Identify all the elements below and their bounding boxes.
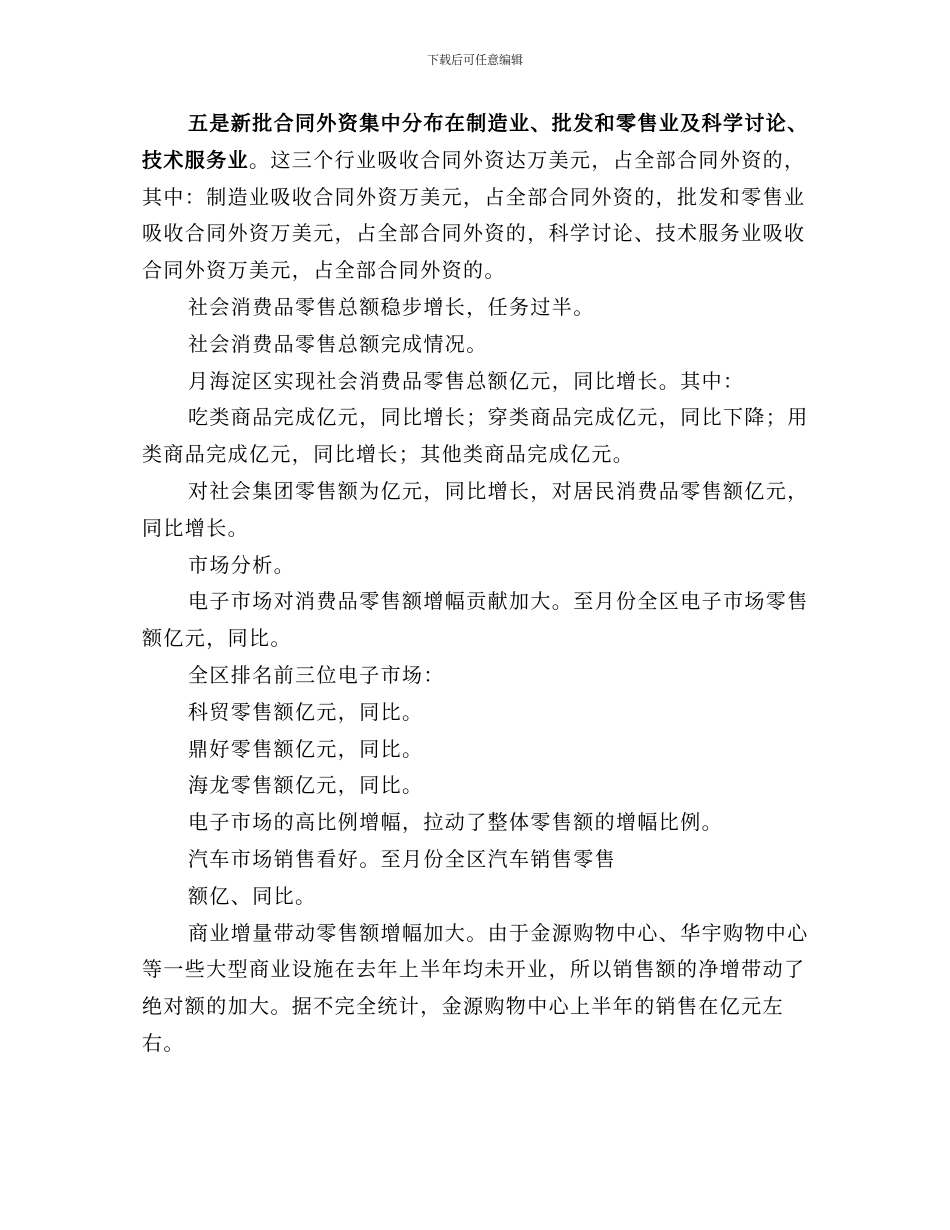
paragraph-electronics-market: 电子市场对消费品零售额增幅贡献加大。至月份全区电子市场零售额亿元，同比。: [142, 589, 809, 651]
paragraph-kemao: 科贸零售额亿元，同比。: [188, 699, 424, 724]
paragraph-bold-lead: 五是新批合同外资集中分布在制造业、批发和零售业及科学讨论、技术服务业: [142, 111, 809, 172]
paragraph-categories: 吃类商品完成亿元，同比增长；穿类商品完成亿元，同比下降；用类商品完成亿元，同比增长；其他类商品完成亿元。: [142, 405, 809, 467]
paragraph-auto-market: 汽车市场销售看好。至月份全区汽车销售零售: [188, 846, 616, 871]
paragraph-dinghao: 鼎好零售额亿元，同比。: [188, 736, 424, 761]
paragraph-text: 。这三个行业吸收合同外资达万美元，占全部合同外资的，其中：制造业吸收合同外资万美元，占全部合同外资的，批发和零售业吸收合同外资万美元，占全部合同外资的，科学讨论、技术服务业吸收合同外资万美元，占全部合同外资的。: [142, 147, 806, 283]
paragraph-auto-amount: 额亿、同比。: [188, 883, 317, 908]
paragraph-district-total: 月海淀区实现社会消费品零售总额亿元，同比增长。其中：: [188, 368, 745, 393]
paragraph-commercial-increment: 商业增量带动零售额增幅加大。由于金源购物中心、华宇购物中心等一些大型商业设施在去年上半年均未开业，所以销售额的净增带动了绝对额的加大。据不完全统计，金源购物中心上半年的销售在亿元左右。: [142, 920, 809, 1055]
page-header: 下载后可任意编辑: [426, 53, 523, 67]
paragraph-retail-growth: 社会消费品零售总额稳步增长，任务过半。: [188, 294, 595, 319]
document-body: [142, 105, 820, 1062]
paragraph-top-three: 全区排名前三位电子市场：: [188, 662, 445, 687]
paragraph-electronics-impact: 电子市场的高比例增幅，拉动了整体零售额的增幅比例。: [188, 810, 723, 835]
paragraph-foreign-investment: [142, 105, 820, 289]
paragraph-retail-status: 社会消费品零售总额完成情况。: [188, 331, 488, 356]
paragraph-market-analysis: 市场分析。: [188, 552, 295, 577]
paragraph-hailong: 海龙零售额亿元，同比。: [188, 773, 424, 798]
paragraph-group-retail: 对社会集团零售额为亿元，同比增长，对居民消费品零售额亿元，同比增长。: [142, 478, 809, 540]
